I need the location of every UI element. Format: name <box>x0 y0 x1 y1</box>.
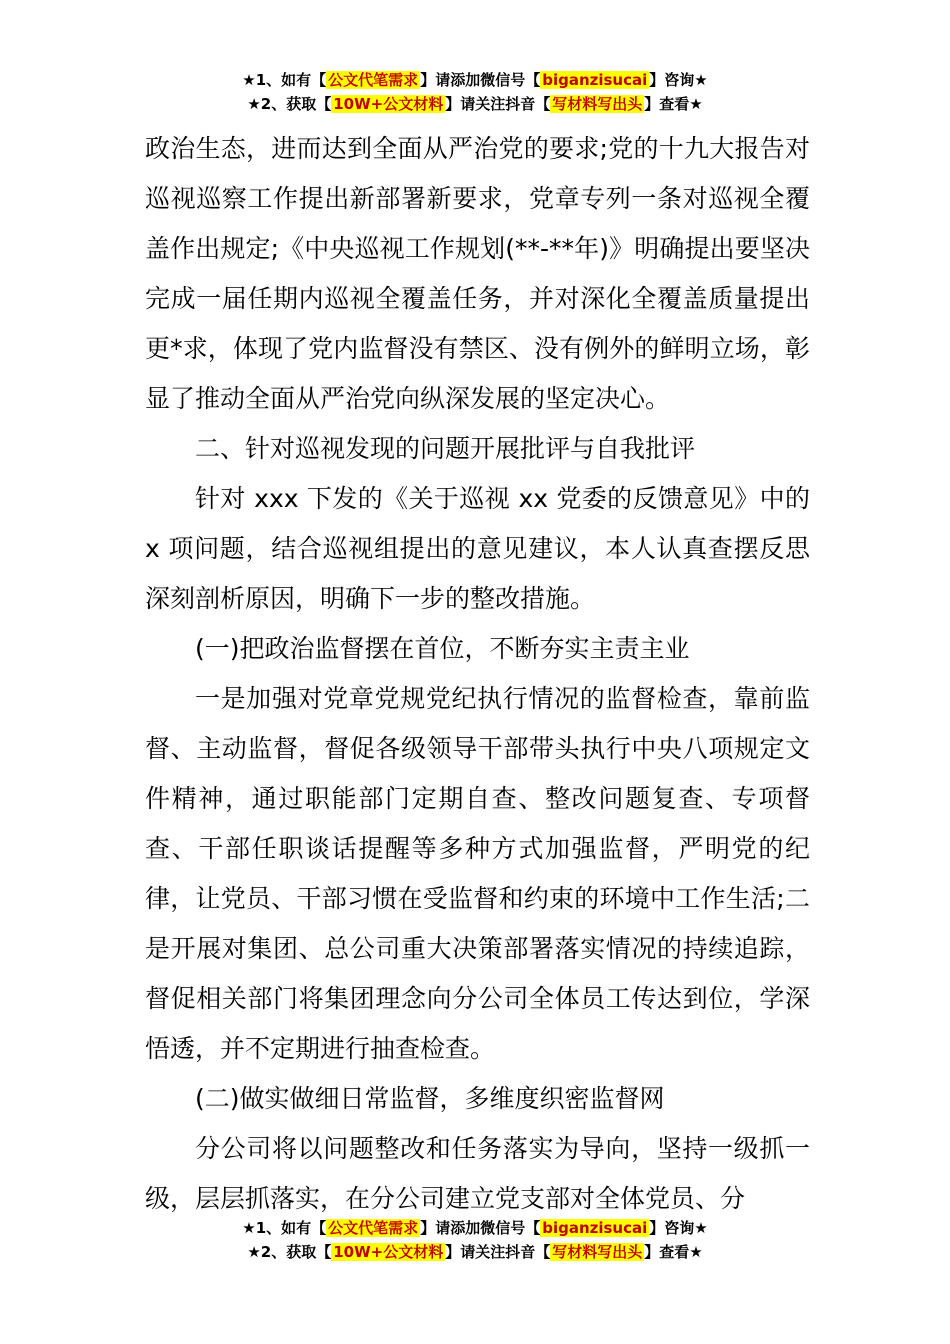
subsection-heading: (二)做实做细日常监督，多维度织密监督网 <box>195 1084 665 1113</box>
banner-highlight: 公文代笔需求 <box>328 71 419 89</box>
banner-line-2: ★2、获取【 10W+公文材料 】请关注抖音【 写材料写出头 】查看★ <box>247 1243 703 1261</box>
top-banner <box>0 68 950 116</box>
paragraph: 针对 xxx 下发的《关于巡视 xx 党委的反馈意见》中的 x 项问题，结合巡视组提出的意见建议，本人认真查摆反思深刻剖析原因，明确下一步的整改措施。 <box>145 484 810 613</box>
banner-line-1: ★1、如有【 公文代笔需求 】请添加微信号【 biganzisucai 】咨询★ <box>242 71 708 89</box>
banner-highlight: biganzisucai <box>542 1219 648 1237</box>
banner-line-2: ★2、获取【 10W+公文材料 】请关注抖音【 写材料写出头 】查看★ <box>247 95 703 113</box>
banner-highlight: 公文代笔需求 <box>328 1219 419 1237</box>
banner-line-1: ★1、如有【 公文代笔需求 】请添加微信号【 biganzisucai 】咨询★ <box>242 1219 708 1237</box>
document-body <box>145 124 810 1224</box>
bottom-banner <box>0 1216 950 1264</box>
section-heading: 二、针对巡视发现的问题开展批评与自我批评 <box>195 434 696 463</box>
banner-highlight: biganzisucai <box>542 71 648 89</box>
subsection-heading: (一)把政治监督摆在首位，不断夯实主责主业 <box>195 634 690 663</box>
paragraph: 一是加强对党章党规党纪执行情况的监督检查，靠前监督、主动监督，督促各级领导干部带头执行中央八项规定文件精神，通过职能部门定期自查、整改问题复查、专项督查、干部任职谈话提醒等多种方式加强监督，严明党的纪律，让党员、干部习惯在受监督和约束的环境中工作生活;二是开展对集团、总公司重大决策部署落实情况的持续追踪，督促相关部门将集团理念向分公司全体员工传达到位，学深悟透，并不定期进行抽查检查。 <box>145 684 810 1063</box>
banner-highlight: 写材料写出头 <box>552 1243 643 1261</box>
paragraph: 分公司将以问题整改和任务落实为导向，坚持一级抓一级，层层抓落实，在分公司建立党支部对全体党员、分 <box>145 1134 810 1213</box>
banner-highlight: 10W+公文材料 <box>333 1243 444 1261</box>
paragraph: 政治生态，进而达到全面从严治党的要求;党的十九大报告对巡视巡察工作提出新部署新要求，党章专列一条对巡视全覆盖作出规定;《中央巡视工作规划(**-**年)》明确提出要坚决完成一届任期内巡视全覆盖任务，并对深化全覆盖质量提出更*求，体现了党内监督没有禁区、没有例外的鲜明立场，彰显了推动全面从严治党向纵深发展的坚定决心。 <box>145 134 810 413</box>
banner-highlight: 写材料写出头 <box>552 95 643 113</box>
banner-highlight: 10W+公文材料 <box>333 95 444 113</box>
